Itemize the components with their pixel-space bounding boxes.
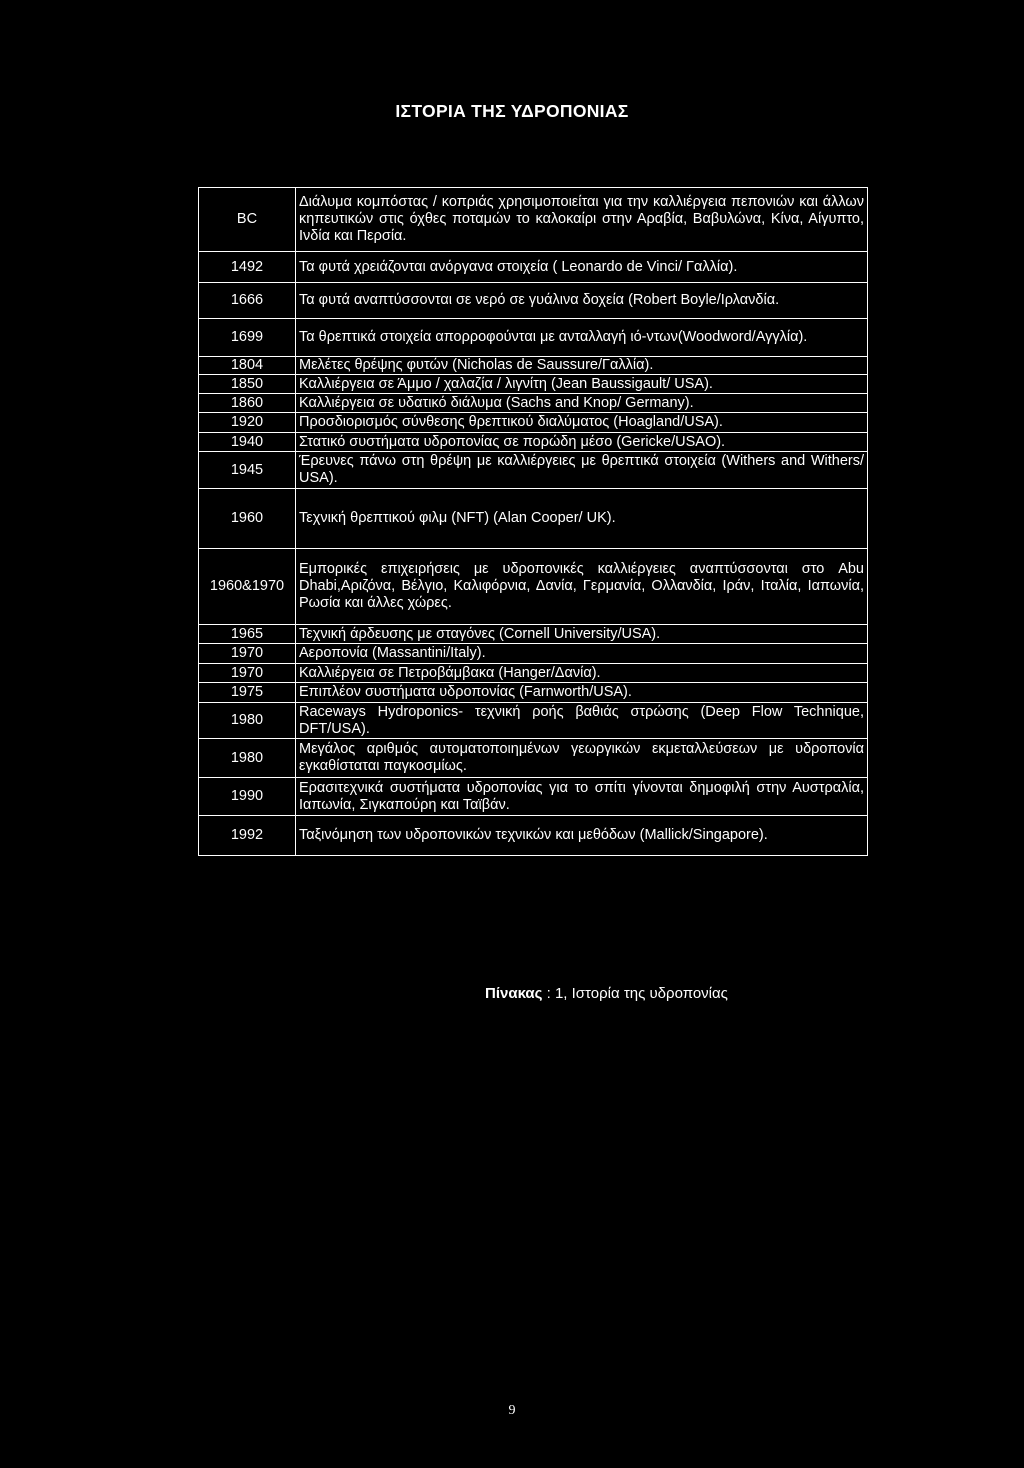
history-table-body: [199, 188, 868, 856]
event-description-cell: Τεχνική άρδευσης με σταγόνες (Cornell University/USA).: [296, 625, 868, 644]
table-row: [199, 188, 868, 252]
year-cell: 1492: [199, 252, 296, 283]
table-row: [199, 452, 868, 489]
event-description-cell: Μελέτες θρέψης φυτών (Nicholas de Saussure/Γαλλία).: [296, 357, 868, 375]
event-description-cell: Καλλιέργεια σε Άμμο / χαλαζία / λιγνίτη (Jean Baussigault/ USA).: [296, 375, 868, 394]
year-cell: 1945: [199, 452, 296, 489]
event-description-cell: Raceways Hydroponics- τεχνική ροής βαθιάς στρώσης (Deep Flow Technique, DFT/USA).: [296, 703, 868, 739]
event-description-cell: Επιπλέον συστήματα υδροπονίας (Farnworth/USA).: [296, 683, 868, 703]
event-description-cell: Εμπορικές επιχειρήσεις με υδροπονικές καλλιέργειες αναπτύσσονται στο Abu Dhabi,Αριζόνα, Βέλγιο, Καλιφόρνια, Δανία, Γερμανία, Ολλανδία, Ιράν, Ιταλία, Ιαπωνία, Ρωσία και άλλες χώρες.: [296, 549, 868, 625]
year-cell: 1850: [199, 375, 296, 394]
year-cell: 1975: [199, 683, 296, 703]
table-row: [199, 778, 868, 816]
year-cell: 1699: [199, 319, 296, 357]
table-caption: [485, 985, 728, 1002]
event-description-cell: Τα φυτά χρειάζονται ανόργανα στοιχεία ( Leonardo de Vinci/ Γαλλία).: [296, 252, 868, 283]
year-cell: 1804: [199, 357, 296, 375]
year-cell: 1960&1970: [199, 549, 296, 625]
year-cell: 1965: [199, 625, 296, 644]
table-row: [199, 252, 868, 283]
table-row: [199, 433, 868, 452]
event-description-cell: Ερασιτεχνικά συστήματα υδροπονίας για το σπίτι γίνονται δημοφιλή στην Αυστραλία, Ιαπωνία, Σιγκαπούρη και Ταϊβάν.: [296, 778, 868, 816]
year-cell: 1920: [199, 413, 296, 433]
year-cell: 1970: [199, 644, 296, 664]
table-row: [199, 319, 868, 357]
table-row: [199, 283, 868, 319]
event-description-cell: Καλλιέργεια σε υδατικό διάλυμα (Sachs and Knop/ Germany).: [296, 394, 868, 413]
event-description-cell: Στατικό συστήματα υδροπονίας σε πορώδη μέσο (Gericke/USAO).: [296, 433, 868, 452]
year-cell: 1960: [199, 489, 296, 549]
table-row: [199, 683, 868, 703]
year-cell: 1980: [199, 703, 296, 739]
table-row: [199, 413, 868, 433]
table-row: [199, 625, 868, 644]
event-description-cell: Τεχνική θρεπτικού φιλμ (NFT) (Alan Cooper/ UK).: [296, 489, 868, 549]
page-title: ΙΣΤΟΡΙΑ ΤΗΣ ΥΔΡΟΠΟΝΙΑΣ: [395, 101, 629, 121]
table-row: [199, 816, 868, 856]
event-description-cell: Τα θρεπτικά στοιχεία απορροφούνται με ανταλλαγή ιό-ντων(Woodword/Αγγλία).: [296, 319, 868, 357]
page-number: 9: [508, 1403, 516, 1418]
event-description-cell: Καλλιέργεια σε Πετροβάμβακα (Hanger/Δανία).: [296, 664, 868, 683]
year-cell: 1980: [199, 739, 296, 778]
table-row: [199, 489, 868, 549]
event-description-cell: Διάλυμα κομπόστας / κοπριάς χρησιμοποιείται για την καλλιέργεια πεπονιών και άλλων κηπευτικών στις όχθες ποταμών το καλοκαίρι στην Αραβία, Βαβυλώνα, Κίνα, Αίγυπτο, Ινδία και Περσία.: [296, 188, 868, 252]
event-description-cell: Αεροπονία (Massantini/Italy).: [296, 644, 868, 664]
year-cell: 1940: [199, 433, 296, 452]
table-row: [199, 703, 868, 739]
caption-label: Πίνακας: [485, 985, 543, 1002]
table-row: [199, 357, 868, 375]
year-cell: BC: [199, 188, 296, 252]
table-row: [199, 549, 868, 625]
year-cell: 1970: [199, 664, 296, 683]
year-cell: 1992: [199, 816, 296, 856]
event-description-cell: Προσδιορισμός σύνθεσης θρεπτικού διαλύματος (Hoagland/USA).: [296, 413, 868, 433]
event-description-cell: Ταξινόμηση των υδροπονικών τεχνικών και μεθόδων (Mallick/Singapore).: [296, 816, 868, 856]
table-row: [199, 664, 868, 683]
table-row: [199, 375, 868, 394]
year-cell: 1860: [199, 394, 296, 413]
event-description-cell: Μεγάλος αριθμός αυτοματοποιημένων γεωργικών εκμεταλλεύσεων με υδροπονία εγκαθίσταται παγκοσμίως.: [296, 739, 868, 778]
event-description-cell: Έρευνες πάνω στη θρέψη με καλλιέργειες με θρεπτικά στοιχεία (Withers and Withers/ USA).: [296, 452, 868, 489]
year-cell: 1990: [199, 778, 296, 816]
history-table: [198, 187, 868, 856]
table-row: [199, 644, 868, 664]
caption-text: : 1, Ιστορία της υδροπονίας: [542, 985, 728, 1002]
table-row: [199, 739, 868, 778]
table-row: [199, 394, 868, 413]
year-cell: 1666: [199, 283, 296, 319]
event-description-cell: Τα φυτά αναπτύσσονται σε νερό σε γυάλινα δοχεία (Robert Boyle/Ιρλανδία.: [296, 283, 868, 319]
